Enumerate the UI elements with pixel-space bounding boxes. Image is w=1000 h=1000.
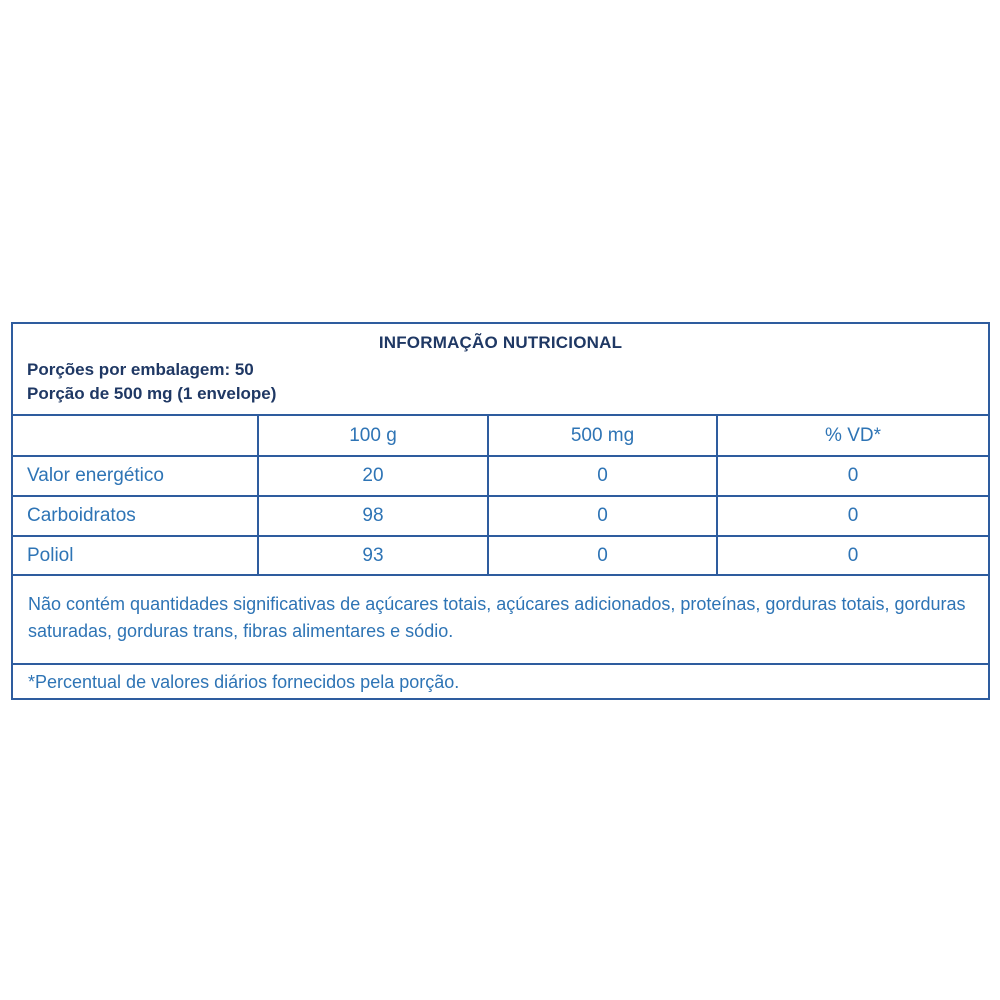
nutrient-row-poliol	[13, 535, 988, 574]
nutrient-value-500mg: 0	[487, 497, 716, 535]
nutrient-value-percent-vd: 0	[716, 457, 988, 495]
no-significant-amounts-note: Não contém quantidades significativas de açúcares totais, açúcares adicionados, proteínas, gorduras totais, gorduras saturadas, gorduras trans, fibras alimentares e sódio.	[13, 574, 988, 663]
nutrient-value-100g: 20	[257, 457, 487, 495]
nutrient-value-percent-vd: 0	[716, 537, 988, 574]
nutrient-value-500mg: 0	[487, 537, 716, 574]
servings-per-package: Porções por embalagem: 50	[27, 360, 254, 379]
table-title: INFORMAÇÃO NUTRICIONAL	[378, 333, 623, 352]
nutrient-label: Valor energético	[27, 465, 164, 486]
nutrient-value-100g: 98	[257, 497, 487, 535]
nutrient-value-500mg: 0	[487, 457, 716, 495]
column-header-blank	[13, 416, 257, 455]
nutrient-row-carboidratos	[13, 495, 988, 535]
nutrient-label: Carboidratos	[27, 505, 136, 526]
portion-size: Porção de 500 mg (1 envelope)	[27, 384, 277, 403]
table-header-band	[13, 324, 988, 414]
daily-values-footnote: *Percentual de valores diários fornecidos pela porção.	[13, 663, 988, 700]
nutrition-facts-table	[11, 322, 990, 700]
column-header-500mg: 500 mg	[487, 416, 716, 455]
column-header-percent-vd: % VD*	[716, 416, 988, 455]
nutrient-row-valor-energetico	[13, 455, 988, 495]
column-header-100g: 100 g	[257, 416, 487, 455]
column-header-row	[13, 414, 988, 455]
nutrient-value-percent-vd: 0	[716, 497, 988, 535]
nutrient-label: Poliol	[27, 544, 74, 566]
nutrient-value-100g: 93	[257, 537, 487, 574]
